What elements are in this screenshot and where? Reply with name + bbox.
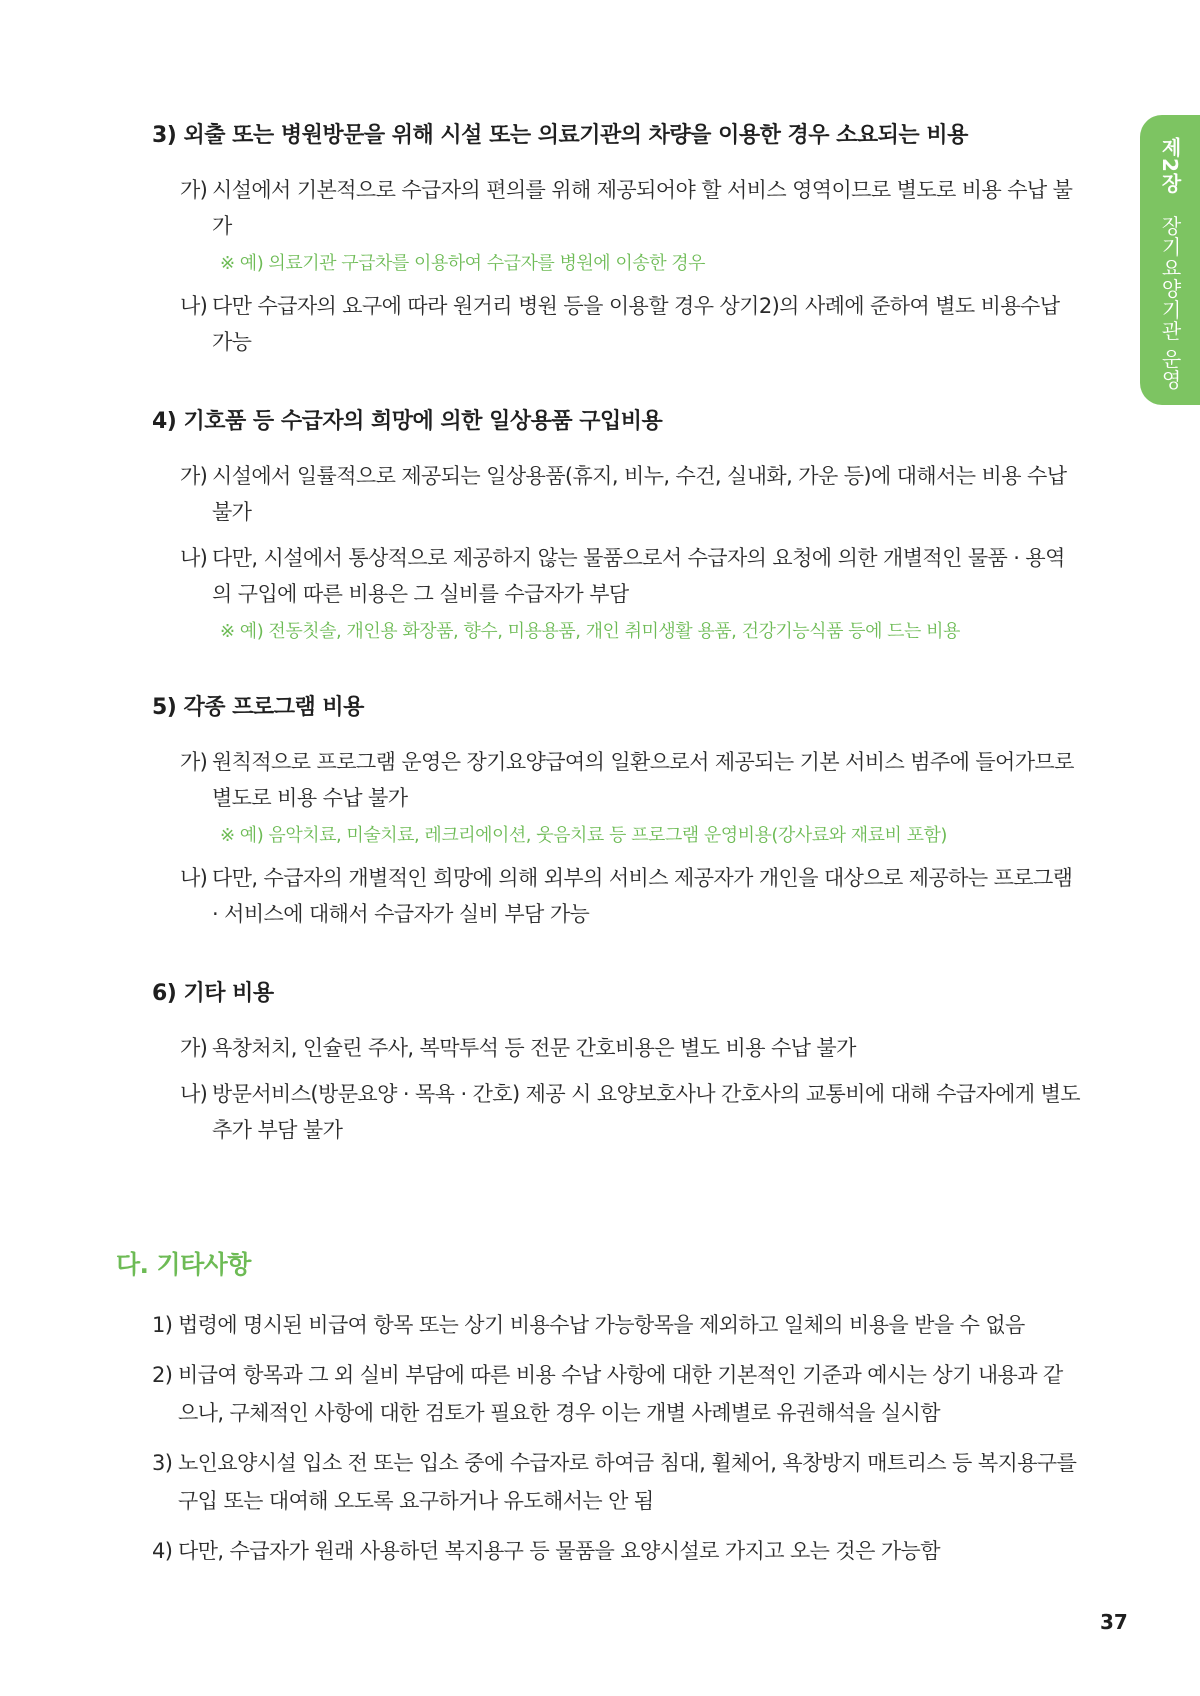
cost-section-3 <box>0 120 1100 360</box>
item-text: 다만 수급자의 요구에 따라 원거리 병원 등을 이용할 경우 상기2)의 사례에 준하여 별도 비용수납 가능 <box>212 294 1060 354</box>
example-note: ※ 예) 음악치료, 미술치료, 레크리에이션, 웃음치료 등 프로그램 운영비용(강사료와 재료비 포함) <box>220 825 947 846</box>
item-marker: 가) <box>180 1036 208 1060</box>
item-marker: 나) <box>180 546 208 570</box>
section-heading: 6) 기타 비용 <box>152 981 274 1006</box>
section-item <box>180 860 1084 932</box>
item-text: 욕창처치, 인슐린 주사, 복막투석 등 전문 간호비용은 별도 비용 수납 불가 <box>212 1036 856 1060</box>
item-marker: 1) <box>152 1313 173 1337</box>
section-heading: 5) 각종 프로그램 비용 <box>152 695 364 720</box>
item-marker: 2) <box>152 1363 173 1387</box>
chapter-number: 제2장 <box>1158 137 1182 194</box>
section-heading: 3) 외출 또는 병원방문을 위해 시설 또는 의료기관의 차량을 이용한 경우 소요되는 비용 <box>152 123 968 148</box>
misc-item <box>152 1356 1082 1432</box>
page-content <box>0 120 1100 1582</box>
item-text: 법령에 명시된 비급여 항목 또는 상기 비용수납 가능항목을 제외하고 일체의 비용을 받을 수 없음 <box>178 1313 1025 1337</box>
cost-section-4 <box>0 406 1100 646</box>
item-marker: 가) <box>180 750 208 774</box>
item-text: 시설에서 일률적으로 제공되는 일상용품(휴지, 비누, 수건, 실내화, 가운 등)에 대해서는 비용 수납 불가 <box>212 464 1067 524</box>
section-item <box>180 1030 1084 1066</box>
item-marker: 가) <box>180 178 208 202</box>
item-marker: 가) <box>180 464 208 488</box>
section-item <box>180 1076 1084 1148</box>
item-marker: 나) <box>180 294 208 318</box>
cost-section-5 <box>0 692 1100 932</box>
example-note: ※ 예) 의료기관 구급차를 이용하여 수급자를 병원에 이송한 경우 <box>220 253 706 274</box>
item-text: 비급여 항목과 그 외 실비 부담에 따른 비용 수납 사항에 대한 기본적인 기준과 예시는 상기 내용과 같으나, 구체적인 사항에 대한 검토가 필요한 경우 이는 개별 사례별로 유권해석을 실시함 <box>178 1363 1063 1425</box>
item-text: 다만, 수급자가 원래 사용하던 복지용구 등 물품을 요양시설로 가지고 오는 것은 가능함 <box>178 1539 940 1563</box>
section-item <box>180 540 1084 612</box>
misc-item <box>152 1306 1082 1344</box>
misc-section-title: 다. 기타사항 <box>116 1250 251 1279</box>
chapter-title: 장기요양기관 운영 <box>1158 215 1182 391</box>
misc-item <box>152 1444 1082 1520</box>
item-marker: 나) <box>180 866 208 890</box>
misc-item <box>152 1532 1082 1570</box>
item-marker: 4) <box>152 1539 173 1563</box>
chapter-side-tab-text <box>1158 137 1182 391</box>
cost-section-6 <box>0 978 1100 1148</box>
item-text: 노인요양시설 입소 전 또는 입소 중에 수급자로 하여금 침대, 휠체어, 욕창방지 매트리스 등 복지용구를 구입 또는 대여해 오도록 요구하거나 유도해서는 안 됨 <box>178 1451 1077 1513</box>
item-text: 방문서비스(방문요양 · 목욕 · 간호) 제공 시 요양보호사나 간호사의 교통비에 대해 수급자에게 별도 추가 부담 불가 <box>212 1082 1080 1142</box>
item-text: 다만, 수급자의 개별적인 희망에 의해 외부의 서비스 제공자가 개인을 대상으로 제공하는 프로그램 · 서비스에 대해서 수급자가 실비 부담 가능 <box>212 866 1073 926</box>
item-text: 시설에서 기본적으로 수급자의 편의를 위해 제공되어야 할 서비스 영역이므로 별도로 비용 수납 불가 <box>212 178 1073 238</box>
section-item <box>180 744 1084 816</box>
example-note: ※ 예) 전동칫솔, 개인용 화장품, 향수, 미용용품, 개인 취미생활 용품, 건강기능식품 등에 드는 비용 <box>220 621 960 642</box>
item-marker: 나) <box>180 1082 208 1106</box>
chapter-side-tab <box>1140 115 1200 405</box>
item-text: 원칙적으로 프로그램 운영은 장기요양급여의 일환으로서 제공되는 기본 서비스 범주에 들어가므로 별도로 비용 수납 불가 <box>212 750 1074 810</box>
section-item <box>180 172 1084 244</box>
item-marker: 3) <box>152 1451 173 1475</box>
section-heading: 4) 기호품 등 수급자의 희망에 의한 일상용품 구입비용 <box>152 409 663 434</box>
section-item <box>180 458 1084 530</box>
section-item <box>180 288 1084 360</box>
item-text: 다만, 시설에서 통상적으로 제공하지 않는 물품으로서 수급자의 요청에 의한 개별적인 물품 · 용역의 구입에 따른 비용은 그 실비를 수급자가 부담 <box>212 546 1065 606</box>
page-number: 37 <box>1100 1610 1128 1634</box>
